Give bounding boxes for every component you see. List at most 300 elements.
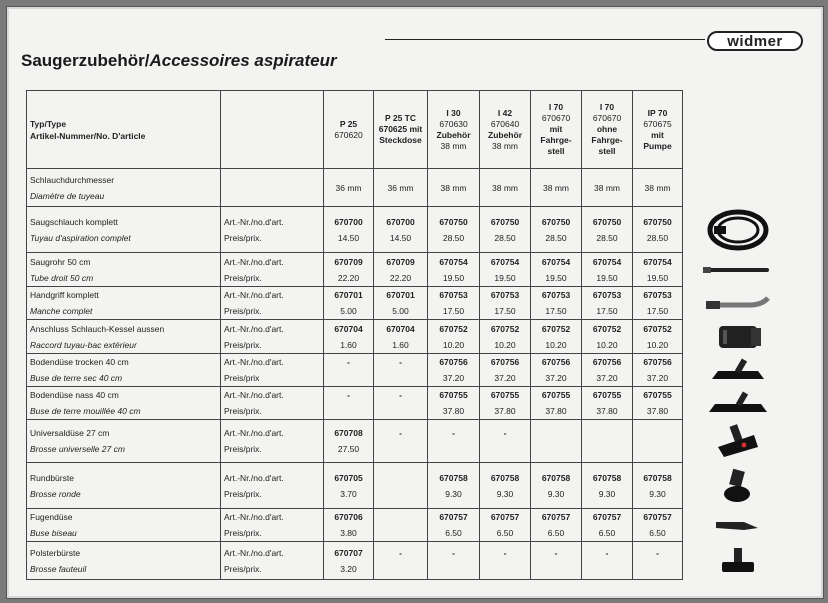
art-nr-label: Art.-Nr./no.d'art. — [224, 357, 284, 367]
art-nr-label: Art.-Nr./no.d'art. — [224, 216, 284, 227]
article-number — [377, 509, 424, 525]
article-number: - — [347, 390, 350, 400]
product-row — [27, 287, 793, 320]
price: 19.50 — [646, 272, 669, 283]
article-number: 670750 — [439, 216, 468, 227]
model-header-line: I 42 — [497, 107, 513, 118]
model-header-line: 670620 — [334, 129, 363, 140]
article-number: 670705 — [334, 472, 363, 483]
value-cell — [582, 207, 633, 253]
model-header-line: mit — [549, 124, 563, 134]
article-number: - — [656, 547, 659, 558]
price — [636, 561, 679, 577]
product-name-fr: Buse biseau — [30, 528, 77, 538]
art-nr-label: Art.-Nr./no.d'art. — [224, 512, 284, 522]
universal-nozzle-icon — [683, 421, 792, 461]
value-cell — [374, 207, 428, 253]
product-name-fr: Tuyau d'aspiration complet — [30, 232, 131, 243]
header-empty-cell — [221, 91, 324, 169]
model-header-6 — [633, 91, 683, 169]
art-nr-label: Art.-Nr./no.d'art. — [224, 472, 284, 483]
price: 22.20 — [389, 272, 412, 283]
price — [377, 486, 424, 502]
article-number: 670757 — [643, 512, 672, 522]
page-title: Saugerzubehör/Accessoires aspirateur — [21, 51, 337, 70]
price: 6.50 — [598, 528, 616, 538]
article-number: 670709 — [386, 256, 415, 267]
price: 9.30 — [445, 488, 462, 499]
model-header-line: Zubehör — [436, 129, 471, 140]
price: 37.20 — [545, 373, 567, 383]
price: 27.50 — [337, 444, 360, 454]
product-image-cell — [683, 354, 793, 387]
article-number: 670708 — [334, 428, 363, 438]
value-cell — [374, 420, 428, 463]
price: 6.50 — [547, 528, 565, 538]
product-row — [27, 253, 793, 287]
round-brush-icon — [683, 468, 792, 504]
value-cell — [324, 320, 374, 354]
article-number: 670700 — [386, 216, 415, 227]
value-cell — [531, 320, 582, 354]
price: 9.30 — [649, 488, 666, 499]
widmer-logo: widmer — [707, 31, 803, 51]
price: 10.20 — [646, 339, 669, 350]
floor-nozzle-dry-icon — [683, 357, 792, 383]
price — [377, 525, 424, 541]
value-cell — [324, 207, 374, 253]
diameter-label — [27, 169, 221, 207]
handle-icon — [683, 295, 792, 311]
price: 37.80 — [494, 406, 516, 416]
price-label: Preis/prix. — [224, 563, 262, 574]
product-name-de: Bodendüse trocken 40 cm — [30, 357, 129, 367]
article-number: 670758 — [490, 472, 520, 483]
product-name-de: Anschluss Schlauch-Kessel aussen — [30, 323, 165, 334]
article-number: 670756 — [490, 357, 520, 367]
price: 37.20 — [494, 373, 516, 383]
value-cell — [480, 542, 531, 580]
article-number: 670754 — [592, 256, 622, 267]
product-name-de: Saugrohr 50 cm — [30, 256, 91, 267]
price — [483, 561, 527, 577]
value-cell — [582, 287, 633, 320]
article-number: 670700 — [334, 216, 363, 227]
product-row — [27, 387, 793, 420]
value-cell — [582, 387, 633, 420]
price: 28.50 — [596, 232, 618, 243]
article-number: 670704 — [334, 323, 363, 334]
price: 9.30 — [547, 488, 565, 499]
value-cell — [480, 253, 531, 287]
article-number — [585, 425, 629, 441]
value-cell — [324, 542, 374, 580]
value-cell — [324, 253, 374, 287]
label-cell — [221, 207, 324, 253]
label-cell — [221, 463, 324, 509]
value-cell — [633, 287, 683, 320]
product-name-cell — [27, 387, 221, 420]
price — [327, 403, 370, 419]
diameter-image-cell — [683, 169, 793, 207]
product-name-fr: Buse de terre mouillée 40 cm — [30, 406, 141, 416]
art-nr-label: Art.-Nr./no.d'art. — [224, 290, 284, 300]
value-cell — [531, 207, 582, 253]
model-header-line: I 70 — [548, 102, 564, 112]
article-number: 670750 — [592, 216, 622, 227]
price: 10.20 — [596, 339, 618, 350]
model-header-4 — [531, 91, 582, 169]
model-header-line: Fahrge- — [540, 135, 572, 145]
model-header-line: P 25 TC — [384, 113, 417, 123]
product-row — [27, 509, 793, 542]
model-header-line: 38 mm — [440, 140, 467, 151]
product-image-cell — [683, 287, 793, 320]
label-cell — [221, 387, 324, 420]
price-label: Preis/prix. — [224, 528, 262, 538]
price — [431, 561, 476, 577]
product-name-cell — [27, 320, 221, 354]
price-label: Preis/prix. — [224, 444, 262, 454]
price-label: Preis/prix. — [224, 339, 262, 350]
price: 10.20 — [494, 339, 516, 350]
value-cell — [374, 253, 428, 287]
article-number: 670758 — [439, 472, 468, 483]
value-cell — [480, 207, 531, 253]
value-cell — [531, 387, 582, 420]
price: 19.50 — [545, 272, 567, 283]
product-name-de: Handgriff komplett — [30, 290, 99, 300]
value-cell — [531, 463, 582, 509]
art-nr-label: Art.-Nr./no.d'art. — [224, 256, 284, 267]
price: 17.50 — [596, 306, 618, 316]
article-number: 670701 — [386, 290, 415, 300]
value-cell — [480, 420, 531, 463]
price-label: Preis/prix. — [224, 488, 262, 499]
value-cell — [428, 253, 480, 287]
value-cell — [633, 509, 683, 542]
model-header-line: Zubehör — [488, 129, 522, 140]
value-cell — [374, 463, 428, 509]
value-cell — [324, 509, 374, 542]
label-cell — [221, 542, 324, 580]
price: 3.70 — [340, 488, 357, 499]
value-cell — [374, 354, 428, 387]
price: 37.20 — [596, 373, 618, 383]
article-number: 670755 — [541, 390, 571, 400]
value-cell — [582, 542, 633, 580]
art-nr-label: Art.-Nr./no.d'art. — [224, 547, 284, 558]
article-number: 670758 — [643, 472, 672, 483]
price: 3.80 — [340, 528, 357, 538]
value-cell — [633, 320, 683, 354]
diameter-value: 38 mm — [633, 169, 683, 207]
article-number: - — [503, 547, 507, 558]
model-header-line: 670670 — [541, 113, 571, 123]
model-header-1 — [374, 91, 428, 169]
value-cell — [582, 420, 633, 463]
hose-coil-icon — [683, 208, 792, 252]
price — [483, 441, 527, 457]
price — [327, 370, 370, 386]
value-cell — [480, 509, 531, 542]
article-number: 670707 — [334, 547, 363, 558]
price — [534, 561, 578, 577]
product-name-de: Fugendüse — [30, 512, 73, 522]
value-cell — [428, 354, 480, 387]
price: 17.50 — [646, 306, 669, 316]
price: 1.60 — [392, 339, 409, 350]
diameter-value: 36 mm — [324, 169, 374, 207]
product-name-de: Rundbürste — [30, 472, 74, 483]
product-name-de: Saugschlauch komplett — [30, 216, 118, 227]
value-cell — [428, 387, 480, 420]
price: 37.20 — [442, 373, 465, 383]
article-number: 670750 — [541, 216, 571, 227]
price-label: Preis/prix. — [224, 272, 262, 283]
image-column-header — [683, 91, 793, 169]
model-header-line: mit — [651, 129, 664, 140]
article-number: 670755 — [643, 390, 672, 400]
diameter-empty-cell — [221, 169, 324, 207]
price-label: Preis/prix. — [224, 306, 262, 316]
product-name-de: Polsterbürste — [30, 547, 81, 558]
article-number: 670753 — [490, 290, 520, 300]
product-name-cell — [27, 542, 221, 580]
article-number: - — [347, 357, 350, 367]
article-number: 670706 — [334, 512, 363, 522]
value-cell — [480, 320, 531, 354]
value-cell — [428, 420, 480, 463]
article-number: 670755 — [592, 390, 622, 400]
model-header-line: I 30 — [446, 107, 461, 118]
model-header-line: 670625 mit Steckdose — [378, 124, 423, 145]
price: 9.30 — [496, 488, 514, 499]
value-cell — [374, 320, 428, 354]
price: 28.50 — [646, 232, 669, 243]
price: 5.00 — [392, 306, 409, 316]
value-cell — [633, 354, 683, 387]
article-number: - — [503, 428, 507, 438]
diameter-value: 36 mm — [374, 169, 428, 207]
value-cell — [428, 320, 480, 354]
value-cell — [633, 542, 683, 580]
value-cell — [324, 354, 374, 387]
model-header-3 — [480, 91, 531, 169]
article-number: 670754 — [541, 256, 571, 267]
article-number — [636, 425, 679, 441]
article-number: 670754 — [643, 256, 672, 267]
diameter-value: 38 mm — [428, 169, 480, 207]
value-cell — [324, 463, 374, 509]
article-number: 670752 — [439, 323, 468, 334]
value-cell — [633, 207, 683, 253]
article-number: 670756 — [592, 357, 622, 367]
value-cell — [582, 463, 633, 509]
value-cell — [582, 509, 633, 542]
article-number: 670757 — [592, 512, 622, 522]
product-image-cell — [683, 253, 793, 287]
header-rule — [385, 39, 705, 40]
label-cell — [221, 354, 324, 387]
model-header-line: Fahrge- — [591, 135, 623, 145]
article-number: 670754 — [490, 256, 520, 267]
article-number: 670750 — [643, 216, 672, 227]
model-header-2 — [428, 91, 480, 169]
crevice-nozzle-icon — [683, 516, 792, 534]
price: 17.50 — [442, 306, 465, 316]
product-image-cell — [683, 320, 793, 354]
product-name-cell — [27, 287, 221, 320]
product-row — [27, 354, 793, 387]
product-name-fr: Brosse ronde — [30, 488, 81, 499]
article-number: 670757 — [490, 512, 520, 522]
value-cell — [633, 387, 683, 420]
value-cell — [531, 542, 582, 580]
diameter-value: 38 mm — [531, 169, 582, 207]
value-cell — [531, 253, 582, 287]
art-nr-label: Art.-Nr./no.d'art. — [224, 428, 284, 438]
price — [377, 403, 424, 419]
value-cell — [480, 463, 531, 509]
price: 6.50 — [649, 528, 666, 538]
model-header-line: IP 70 — [647, 107, 668, 118]
type-label-cell — [27, 91, 221, 169]
value-cell — [582, 320, 633, 354]
value-cell — [633, 253, 683, 287]
article-number: 670701 — [334, 290, 363, 300]
diameter-value: 38 mm — [480, 169, 531, 207]
product-name-fr: Brosse universelle 27 cm — [30, 444, 125, 454]
article-number: 670756 — [541, 357, 571, 367]
price: 6.50 — [445, 528, 462, 538]
price: 14.50 — [337, 232, 360, 243]
price: 6.50 — [496, 528, 514, 538]
price-label: Preis/prix. — [224, 406, 262, 416]
price — [377, 441, 424, 457]
product-name-cell — [27, 253, 221, 287]
model-header-line: 38 mm — [492, 140, 518, 151]
value-cell — [531, 354, 582, 387]
value-cell — [428, 207, 480, 253]
product-name-de: Universaldüse 27 cm — [30, 428, 110, 438]
value-cell — [374, 509, 428, 542]
price: 17.50 — [494, 306, 516, 316]
price: 37.80 — [596, 406, 618, 416]
price: 28.50 — [545, 232, 567, 243]
value-cell — [480, 354, 531, 387]
price: 9.30 — [598, 488, 616, 499]
article-number: 670756 — [643, 357, 672, 367]
product-name-fr: Manche complet — [30, 306, 93, 316]
model-header-5 — [582, 91, 633, 169]
product-row — [27, 420, 793, 463]
value-cell — [633, 463, 683, 509]
price: 10.20 — [545, 339, 567, 350]
article-number: 670754 — [439, 256, 468, 267]
article-number: - — [399, 547, 402, 558]
article-number: 670753 — [592, 290, 622, 300]
label-cell — [221, 287, 324, 320]
price-label: Preis/prix — [224, 373, 260, 383]
product-name-cell — [27, 420, 221, 463]
article-number: 670753 — [643, 290, 672, 300]
accessories-table — [26, 90, 793, 580]
article-number: - — [452, 428, 455, 438]
value-cell — [374, 387, 428, 420]
article-number: 670750 — [490, 216, 520, 227]
article-number: 670757 — [439, 512, 468, 522]
article-number: - — [399, 357, 402, 367]
price: 37.20 — [646, 373, 669, 383]
price: 3.20 — [340, 563, 357, 574]
article-number: - — [399, 428, 402, 438]
product-row — [27, 542, 793, 580]
value-cell — [633, 420, 683, 463]
article-number-label: Artikel-Nummer/No. D'article — [30, 130, 146, 141]
model-header-line: ohne — [596, 124, 618, 134]
product-name-fr: Brosse fauteuil — [30, 563, 87, 574]
article-number: - — [554, 547, 558, 558]
art-nr-label: Art.-Nr./no.d'art. — [224, 323, 284, 334]
price: 37.80 — [442, 406, 465, 416]
model-header-0 — [324, 91, 374, 169]
product-image-cell — [683, 420, 793, 463]
value-cell — [480, 387, 531, 420]
article-number: 670752 — [592, 323, 622, 334]
model-header-line: 670630 — [439, 118, 468, 129]
value-cell — [531, 509, 582, 542]
value-cell — [428, 542, 480, 580]
header-row — [27, 91, 793, 169]
price: 19.50 — [596, 272, 618, 283]
article-number: - — [399, 390, 402, 400]
article-number — [377, 470, 424, 486]
connector-icon — [683, 322, 792, 352]
price: 19.50 — [494, 272, 516, 283]
value-cell — [428, 509, 480, 542]
price: 19.50 — [442, 272, 465, 283]
article-number: 670758 — [541, 472, 571, 483]
value-cell — [428, 463, 480, 509]
value-cell — [531, 420, 582, 463]
price: 37.80 — [646, 406, 669, 416]
price: 28.50 — [494, 232, 516, 243]
article-number: 670752 — [643, 323, 672, 334]
label-cell — [221, 320, 324, 354]
article-number: 670755 — [439, 390, 468, 400]
price — [377, 370, 424, 386]
article-number: 670756 — [439, 357, 468, 367]
price: 22.20 — [337, 272, 360, 283]
price — [377, 561, 424, 577]
price — [585, 441, 629, 457]
product-image-cell — [683, 387, 793, 420]
value-cell — [428, 287, 480, 320]
value-cell — [531, 287, 582, 320]
article-number: 670758 — [592, 472, 622, 483]
article-number: 670709 — [334, 256, 363, 267]
label-cell — [221, 253, 324, 287]
price-label: Preis/prix. — [224, 232, 262, 243]
price: 1.60 — [340, 339, 357, 350]
diameter-fr: Diamètre de tuyeau — [30, 190, 105, 201]
product-name-cell — [27, 463, 221, 509]
product-row — [27, 207, 793, 253]
value-cell — [374, 287, 428, 320]
model-header-line: stell — [598, 146, 616, 156]
product-name-fr: Raccord tuyau-bac extérieur — [30, 339, 137, 350]
